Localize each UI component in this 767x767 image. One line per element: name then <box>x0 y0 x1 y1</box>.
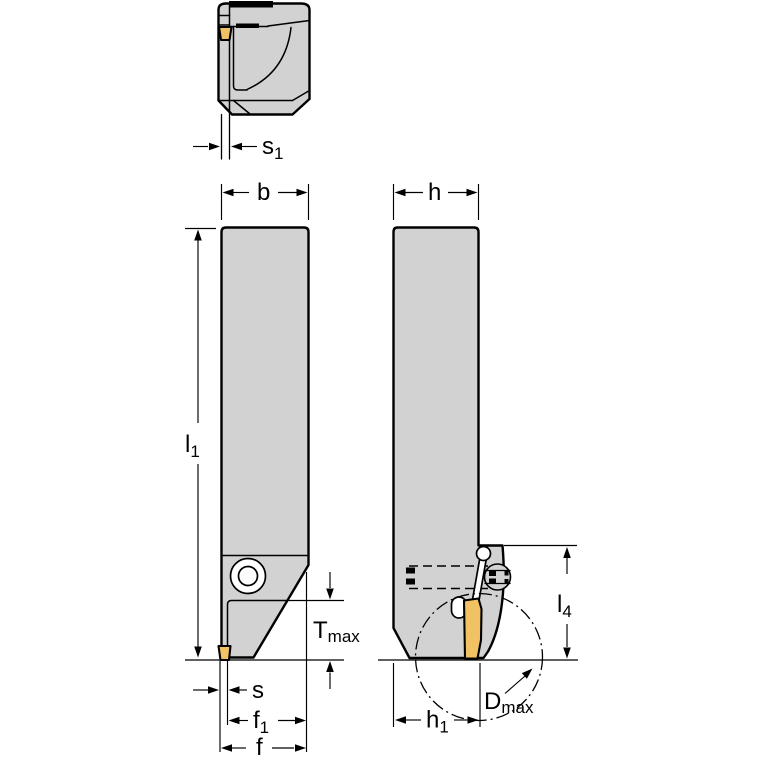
dim-label-h1: $h_1$ <box>426 706 449 737</box>
torx-notch-3 <box>505 571 509 576</box>
arrow-right-icon <box>295 744 306 751</box>
dim-b <box>222 179 309 220</box>
arrow-right-icon <box>208 686 219 693</box>
dim-label-l1: $l_1$ <box>185 431 200 461</box>
dim-label-f: f <box>256 734 263 761</box>
arrow-left-icon <box>229 717 240 724</box>
dim-label-dmax: Dmax <box>484 688 534 717</box>
dim-label-h: h <box>428 179 442 206</box>
torx-notch-4 <box>505 579 509 584</box>
side-view <box>219 228 309 753</box>
top-view-slot-edge <box>229 1 273 8</box>
arrow-down-icon <box>326 589 334 600</box>
dim-h <box>394 179 479 220</box>
dim-s <box>193 677 264 704</box>
arrow-right-icon <box>468 716 479 723</box>
screw-end-clip-top <box>406 568 415 574</box>
arrow-left-icon <box>221 744 232 751</box>
arrow-up-icon <box>563 547 571 558</box>
dim-h1 <box>394 663 481 737</box>
torx-notch-1 <box>489 571 496 577</box>
dim-label-s: s <box>252 677 264 704</box>
torx-screw-head <box>485 564 511 590</box>
arrow-left-icon <box>395 189 406 196</box>
top-view-insert <box>219 27 232 40</box>
arrow-left-icon <box>229 686 240 693</box>
arrow-down-icon <box>563 648 571 659</box>
dim-label-tmax: Tmax <box>313 617 360 646</box>
dim-s1 <box>193 133 283 163</box>
front-view <box>394 228 543 721</box>
arrow-right-icon <box>297 189 308 196</box>
arrow-right-icon <box>467 189 478 196</box>
arrow-left-icon <box>223 189 234 196</box>
front-view-insert <box>464 599 482 659</box>
dim-l1 <box>185 229 216 658</box>
arrow-right-icon <box>209 143 220 150</box>
dim-dmax <box>484 669 534 718</box>
side-view-body <box>222 228 309 658</box>
dim-f <box>221 734 306 761</box>
dim-l4 <box>504 546 577 659</box>
dim-label-l4: $l_4$ <box>557 591 572 621</box>
dim-label-b: b <box>257 179 271 206</box>
side-view-insert <box>219 646 231 660</box>
arrow-down-icon <box>194 647 202 658</box>
arrow-up-icon <box>194 230 202 241</box>
dim-f1 <box>229 707 307 737</box>
dim-label-s1: $s_1$ <box>262 133 284 163</box>
screw-hole-inner <box>239 567 258 586</box>
dim-tmax <box>287 572 360 689</box>
arrow-left-icon <box>395 716 406 723</box>
screw-end-clip-bottom <box>406 579 415 585</box>
arrow-up-icon <box>326 661 334 672</box>
clamp-pin-head <box>477 547 491 561</box>
torx-notch-2 <box>489 579 496 585</box>
arrow-right-icon <box>295 717 306 724</box>
arrow-left-icon <box>231 143 242 150</box>
dim-label-f1: $f_1$ <box>253 707 270 737</box>
